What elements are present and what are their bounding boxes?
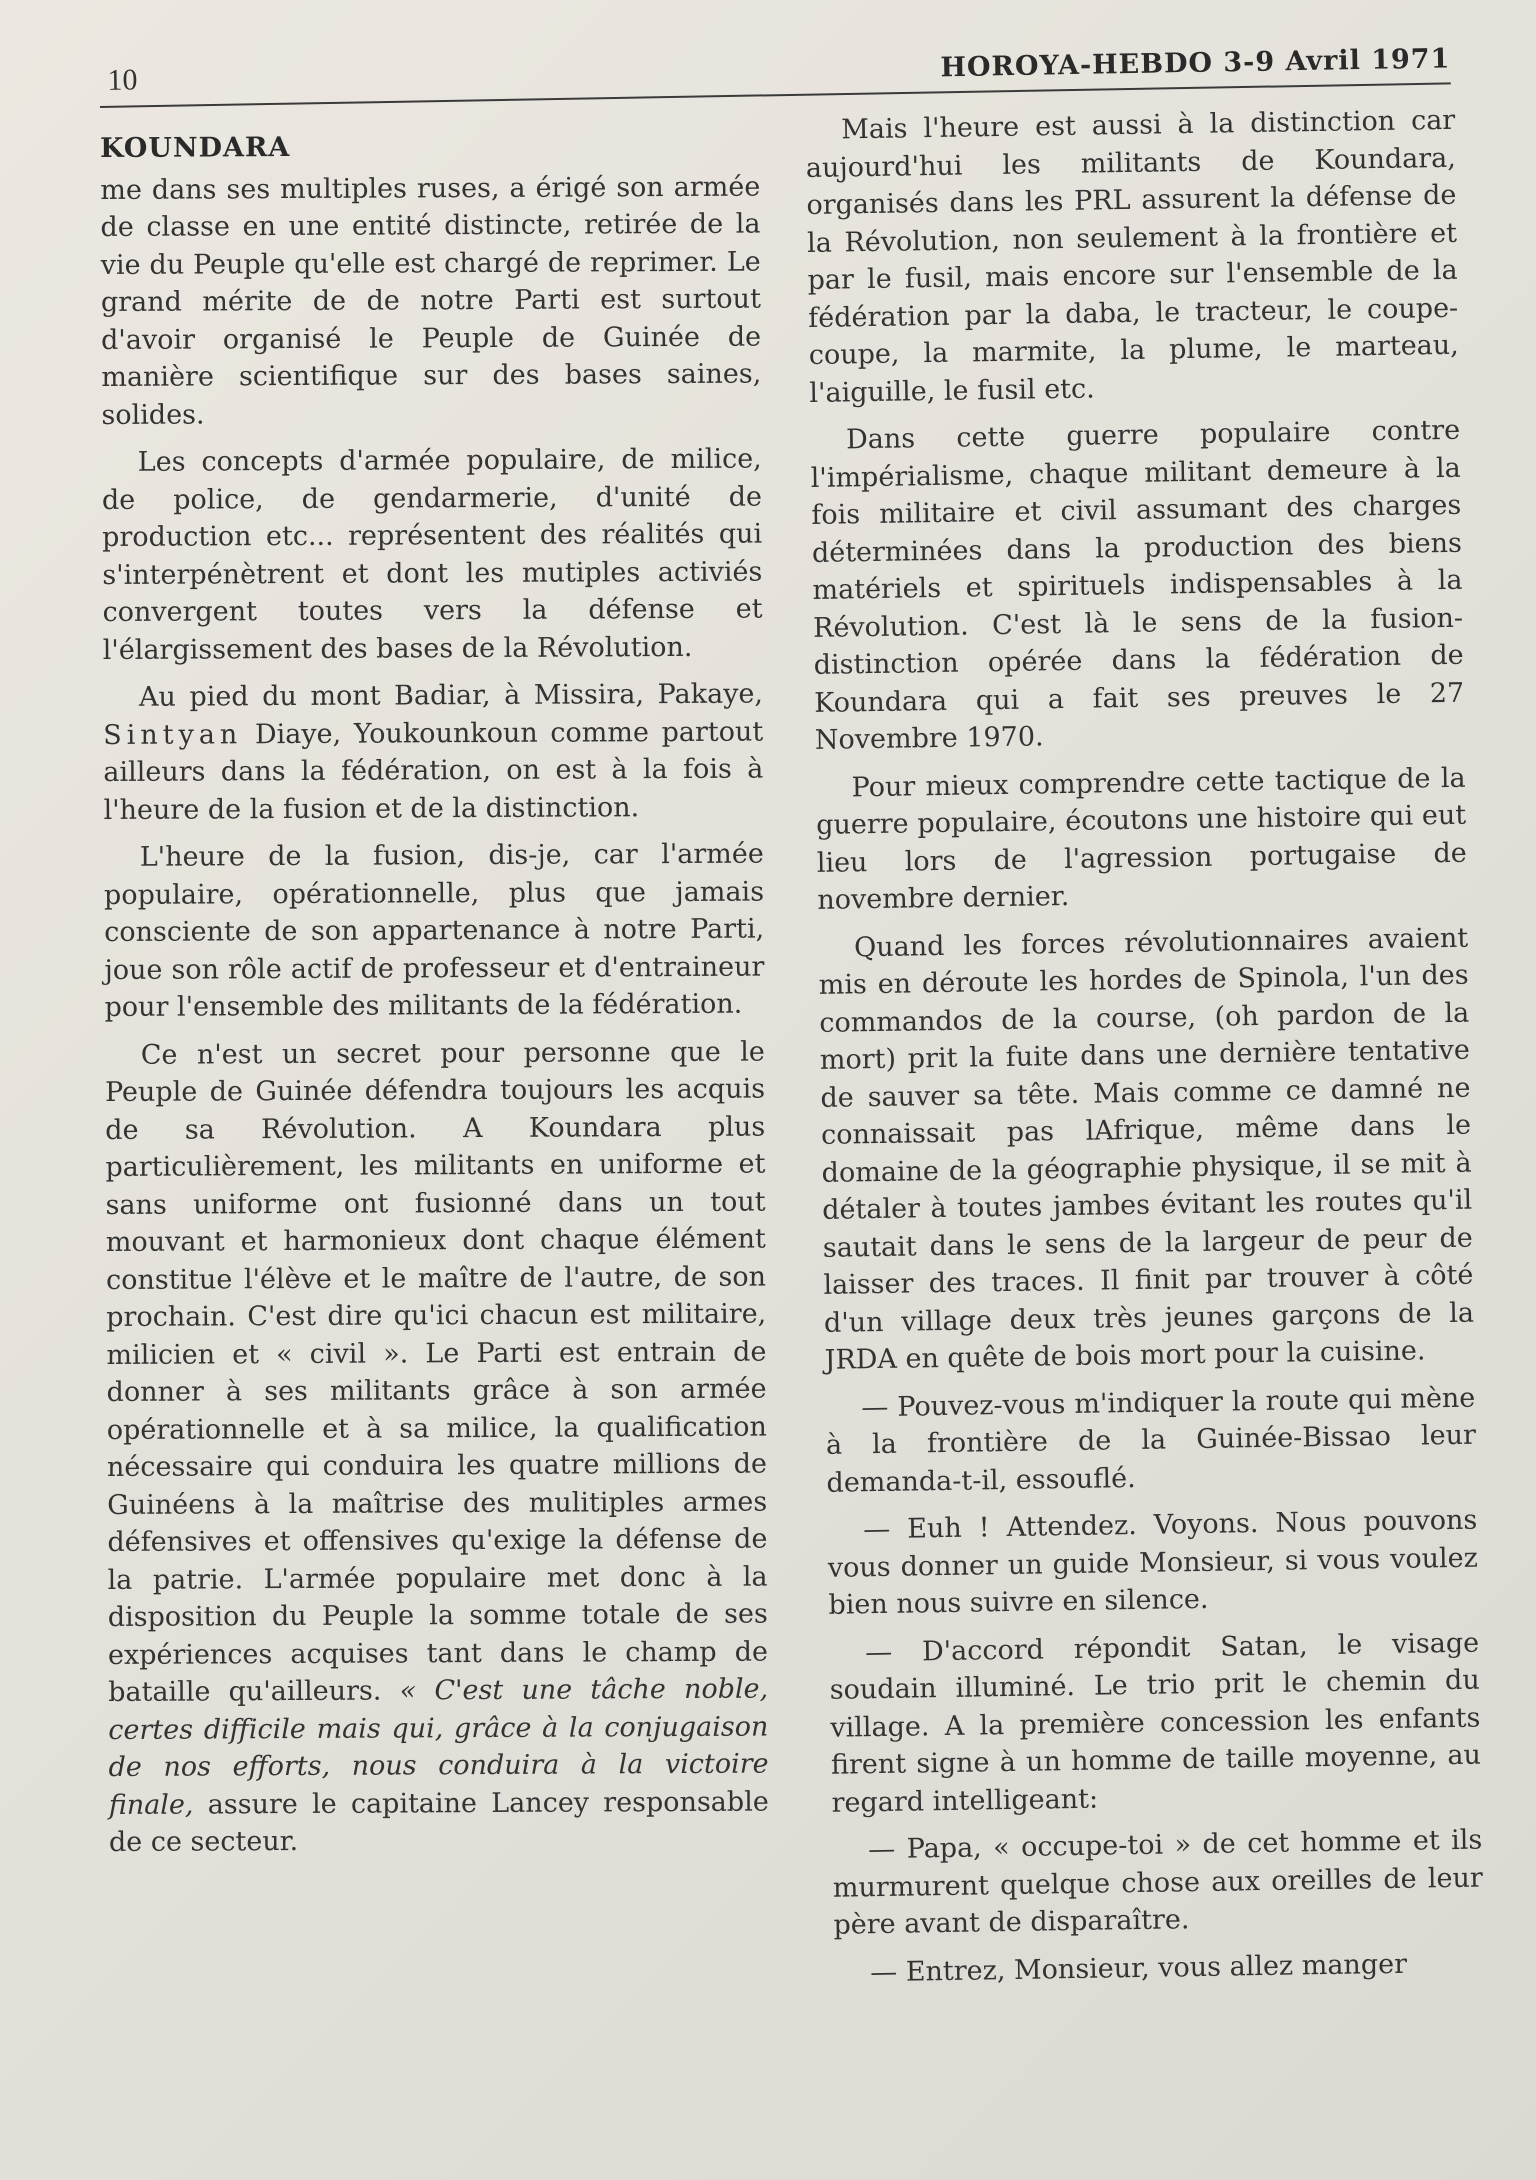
paragraph: Quand les forces révolutionnaires avaient mis en déroute les hordes de Spinola, l'un des commandos de la course, (oh pardon de la mort) prit la fuite dans une dernière tentative de sauver sa tête. Mais comme ce damné ne connaissait pas lAfrique, même dans le domaine de la géographie physique, il se mit à détaler à toutes jambes évitant les routes qu'il sautait dans le sens de la largeur de peur de laisser des traces. Il finit par trouver à côté d'un village deux très jeunes garçons de la JRDA en quête de bois mort pour la cuisine. [818, 922, 1475, 1376]
dialogue-line: — Entrez, Monsieur, vous allez manger [869, 1948, 1408, 1988]
dialogue-line: — Papa, « occupe-toi » de cet homme et ils murmurent quelque chose aux oreilles de leur père avant de disparaître. [832, 1824, 1484, 1941]
section-title: KOUNDARA [100, 132, 291, 164]
paragraph: Les concepts d'armée populaire, de milice, de police, de gendarmerie, d'unité de production etc... représentent des réalités qui s'interpénètrent et dont les mutiples activiés convergent toutes vers la défense et l'élargissement des bases de la Révolution. [101, 443, 763, 666]
paragraph: me dans ses multiples ruses, a érigé son armée de classe en une entité distincte, retirée de la vie du Peuple qu'elle est chargé de reprimer. Le grand mérite de de notre Parti est surtout d'avoir organisé le Peuple de Guinée de manière scientifique sur des bases saines, solides. [100, 171, 762, 431]
paragraph [103, 676, 764, 829]
quotation: « C'est une tâche noble, certes difficile mais qui, grâce à la conjugaison de nos efforts, nous conduira à la victoire finale, [108, 1673, 769, 1821]
right-column [805, 102, 1485, 2002]
page-header [99, 4, 1451, 108]
paragraph [105, 1033, 769, 1861]
dialogue-line: — Pouvez-vous m'indiquer la route qui mène à la frontière de la Guinée-Bissao leur demanda-t-il, essouflé. [825, 1382, 1477, 1499]
paragraph-text: Au pied du mont Badiar, à Missira, Pakaye, [138, 678, 764, 713]
paragraph: L'heure de la fusion, dis-je, car l'armée populaire, opérationnelle, plus que jamais consciente de son appartenance à notre Parti, joue son rôle actif de professeur et d'entraineur pour l'ensemble des militants de la fédération. [103, 838, 765, 1023]
paragraph-text: Ce n'est un secret pour personne que le Peuple de Guinée défendra toujours les acquis de sa Révolution. A Koundara plus particulièrement, les militants en uniforme et sans uniforme ont fusionné dans un tout mouvant et harmonieux dont chaque élément constitue l'élève et le maître de l'autre, de son prochain. C'est dire qu'ici chacun est militaire, milicien et « civil ». Le Parti est entrain de donner à ses militants grâce à son armée opérationnelle et à sa milice, la qualification nécessaire qui conduira les quatre millions de Guinéens à la maîtrise des mulitiples armes défensives et offensives qu'exige la défense de la patrie. L'armée populaire met donc à la disposition du Peuple la somme totale de ses expériences acquises tant dans le champ de bataille qu'ailleurs. [104, 1036, 769, 1708]
masthead: HOROYA-HEBDO 3-9 Avril 1971 [940, 43, 1451, 84]
left-column [100, 127, 769, 1872]
paragraph-text: Diaye, Youkounkoun comme partout ailleurs dans la fédération, on est à la fois à l'heure de la fusion et de la distinction. [103, 716, 764, 826]
paragraph-text: assure le capitaine Lancey responsable de ce secteur. [108, 1786, 769, 1858]
dialogue-line: — Euh ! Attendez. Voyons. Nous pouvons vous donner un guide Monsieur, si vous voulez bien nous suivre en silence. [827, 1504, 1479, 1621]
paragraph: Pour mieux comprendre cette tactique de la guerre populaire, écoutons une histoire qui eut lieu lors de l'agression portugaise de novembre dernier. [815, 762, 1467, 916]
dialogue-line: — D'accord répondit Satan, le visage soudain illuminé. Le trio prit le chemin du village. A la première concession les enfants firent signe à un homme de taille moyenne, au regard intelligeant: [829, 1627, 1482, 1819]
page-number: 10 [107, 63, 138, 97]
paragraph: Dans cette guerre populaire contre l'impérialisme, chaque militant demeure à la fois militaire et civil assumant des charges déterminées dans la production des biens matériels et spirituels indispensables à la Révolution. C'est là le sens de la fusion-distinction opérée dans la fédération de Koundara qui a fait ses preuves le 27 Novembre 1970. [810, 414, 1465, 756]
spaced-place-name: Sintyan [103, 718, 243, 751]
paragraph: Mais l'heure est aussi à la distinction car aujourd'hui les militants de Koundara, organisés dans les PRL assurent la défense de la Révolution, non seulement à la frontière et par le fusil, mais encore sur l'ensemble de la fédération par la daba, le tracteur, le coupe-coupe, la marmite, la plume, le marteau, l'aiguille, le fusil etc. [805, 104, 1459, 409]
